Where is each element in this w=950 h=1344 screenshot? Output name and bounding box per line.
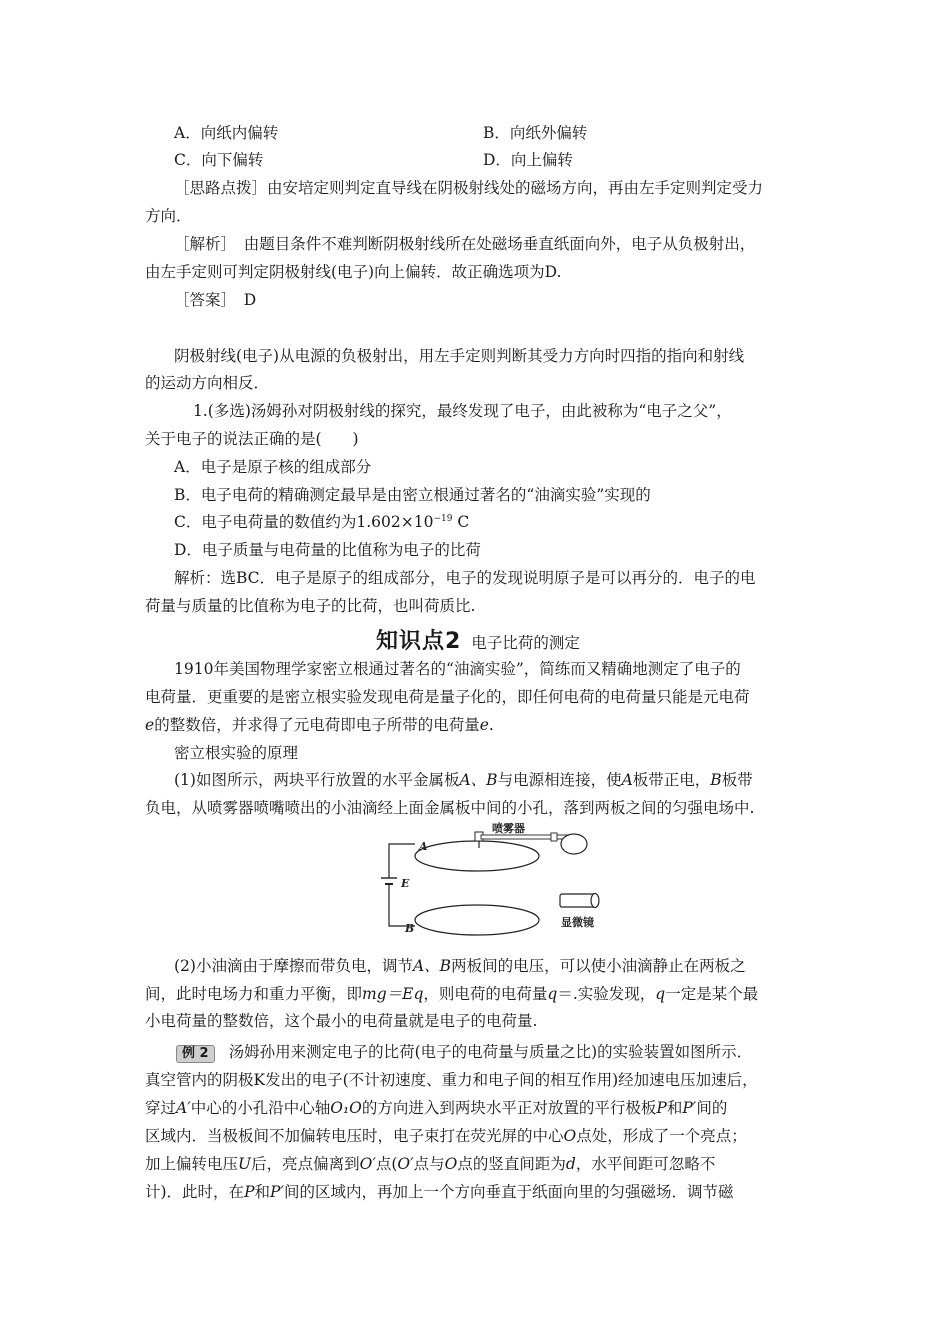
- example-tag: 例 2: [176, 1045, 215, 1063]
- section-heading-title: 电子比荷的测定: [471, 634, 580, 652]
- exercise-option-a: A．电子是原子核的组成部分: [174, 458, 372, 476]
- intro-line-3: e的整数倍，并求得了元电荷即电子所带的电荷量e.: [145, 716, 494, 734]
- principle-2-line-3: 小电荷量的整数倍，这个最小的电荷量就是电子的电荷量.: [145, 1012, 538, 1030]
- label-plate-b: B: [405, 922, 415, 935]
- option-a: A．向纸内偏转: [174, 124, 279, 142]
- millikan-apparatus-figure: [375, 822, 615, 940]
- option-d: D．向上偏转: [483, 151, 573, 169]
- exercise-solution-line-1: 解析：选BC．电子是原子的组成部分，电子的发现说明原子是可以再分的．电子的电: [174, 569, 756, 587]
- example-2-line-2: 真空管内的阴极K发出的电子(不计初速度、重力和电子间的相互作用)经加速电压加速后，: [145, 1071, 758, 1089]
- plate-b: [415, 905, 539, 935]
- principle-2-line-1: (2)小油滴由于摩擦而带负电，调节A、B两板间的电压，可以使小油滴静止在两板之: [174, 957, 746, 975]
- note-line-2: 的运动方向相反．: [145, 374, 270, 392]
- sprayer-bulb: [561, 834, 587, 854]
- example-2-line-1: 例 2 汤姆孙用来测定电子的比荷(电子的电荷量与质量之比)的实验装置如图所示．: [176, 1042, 752, 1063]
- exercise-option-d: D．电子质量与电荷量的比值称为电子的比荷: [174, 541, 481, 559]
- note-line-1: 阴极射线(电子)从电源的负极射出，用左手定则判断其受力方向时四指的指向和射线: [174, 347, 745, 365]
- example-2-line-6: 计)．此时，在P和P′间的区域内，再加上一个方向垂直于纸面向里的匀强磁场．调节磁: [145, 1183, 734, 1201]
- principle-1-line-1: (1)如图所示，两块平行放置的水平金属板A、B与电源相连接，使A板带正电，B板带: [174, 771, 753, 789]
- intro-line-2: 电荷量．更重要的是密立根实验发现电荷是量子化的，即任何电荷的电荷量只能是元电荷: [145, 688, 750, 706]
- intro-line-1: 1910年美国物理学家密立根通过著名的“油滴实验”，简练而又精确地测定了电子的: [174, 660, 741, 678]
- answer-line: ［答案］ D: [174, 291, 257, 309]
- exercise-option-b: B．电子电荷的精确测定最早是由密立根通过著名的“油滴实验”实现的: [174, 486, 651, 504]
- analysis-line-1: ［解析］ 由题目条件不难判断阴极射线所在处磁场垂直纸面向外，电子从负极射出，: [174, 235, 756, 253]
- sprayer-neck: [551, 833, 557, 841]
- hint-line-2: 方向．: [145, 207, 192, 225]
- principle-2-line-2: 间，此时电场力和重力平衡，即mg＝Eq，则电荷的电荷量q＝.实验发现，q一定是某个最: [145, 985, 759, 1003]
- section-heading-number: 知识点2: [376, 629, 462, 654]
- principle-1-line-2: 负电，从喷雾器喷嘴喷出的小油滴经上面金属板中间的小孔，落到两板之间的匀强电场中.: [145, 799, 755, 817]
- exercise-stem-line-2: 关于电子的说法正确的是( ): [145, 430, 359, 448]
- exercise-stem-line-1: 1.(多选)汤姆孙对阴极射线的探究，最终发现了电子，由此被称为“电子之父”，: [193, 402, 732, 420]
- exercise-option-c: C．电子电荷量的数值约为$1.602\times 10^{-19}$ C: [174, 513, 470, 531]
- label-microscope: 显微镜: [561, 916, 594, 929]
- exercise-solution-line-2: 荷量与质量的比值称为电子的比荷，也叫荷质比.: [145, 597, 476, 615]
- example-2-line-3: 穿过A′中心的小孔沿中心轴O₁O的方向进入到两块水平正对放置的平行极板P和P′间的: [145, 1099, 728, 1117]
- option-c: C．向下偏转: [174, 151, 264, 169]
- microscope-lens: [591, 894, 599, 908]
- hint-line-1: ［思路点拨］由安培定则判定直导线在阴极射线处的磁场方向，再由左手定则判定受力: [174, 179, 764, 197]
- label-plate-a: A: [419, 840, 428, 853]
- label-sprayer: 喷雾器: [492, 822, 525, 835]
- circuit-wire: [389, 844, 415, 878]
- example-2-line-4: 区域内．当极板间不加偏转电压时，电子束打在荧光屏的中心O点处，形成了一个亮点；: [145, 1127, 747, 1145]
- analysis-line-2: 由左手定则可判定阴极射线(电子)向上偏转．故正确选项为D.: [145, 263, 562, 281]
- option-b: B．向纸外偏转: [483, 124, 588, 142]
- plate-a: [415, 841, 539, 871]
- principle-title: 密立根实验的原理: [174, 744, 299, 762]
- example-2-line-5: 加上偏转电压U后，亮点偏离到O′点(O′点与O点的竖直间距为d，水平间距可忽略不: [145, 1155, 716, 1173]
- section-heading: [376, 624, 580, 655]
- circuit-wire-lower: [389, 884, 415, 926]
- label-source-e: E: [401, 877, 410, 890]
